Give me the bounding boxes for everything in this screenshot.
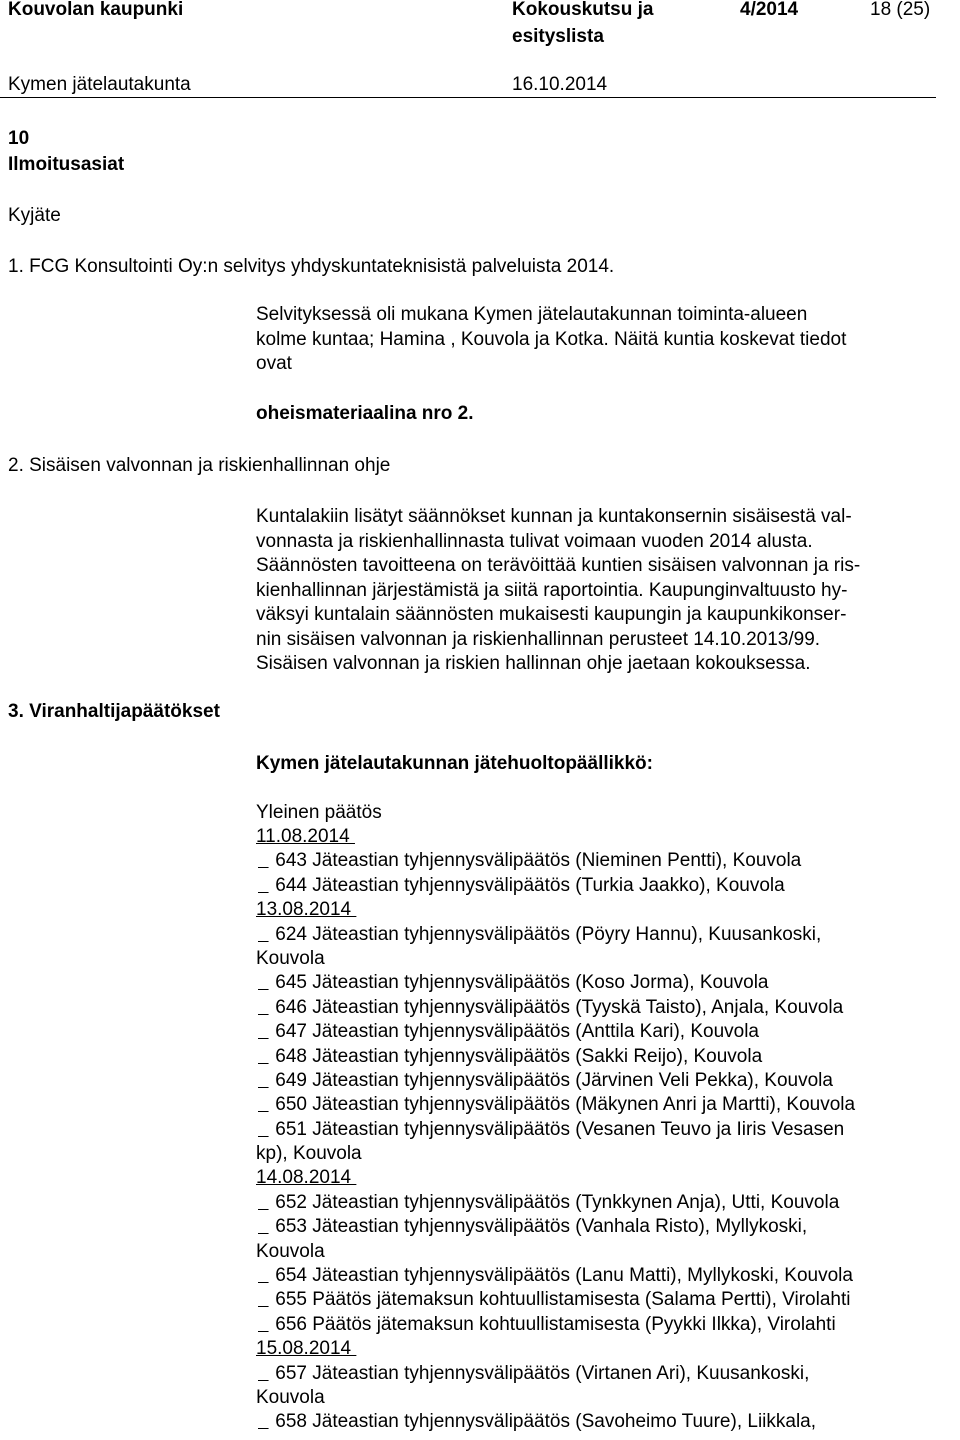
decision-item [256,1020,855,1044]
decision-underline-marker [258,1362,270,1386]
decision-date-text: 11.08.2014 [256,826,355,847]
decision-item [256,996,855,1020]
decision-item [256,1045,855,1069]
decision-date [256,1166,855,1190]
item2-line: vonnasta ja riskienhallinnasta tulivat voimaan vuoden 2014 alusta. [256,530,813,552]
header-doc-type-line2: esityslista [512,26,604,47]
decision-date-text: 13.08.2014 [256,899,357,921]
section-title: Ilmoitusasiat [8,154,125,175]
decision-item-text: 649 Jäteastian tyhjennysvälipäätös (Järvinen Veli Pekka), Kouvola [270,1069,833,1091]
decision-item [256,1069,855,1093]
header-committee: Kymen jätelautakunta [8,74,191,95]
decision-item [256,1215,855,1239]
decision-item-text: 654 Jäteastian tyhjennysvälipäätös (Lanu Matti), Myllykoski, Kouvola [270,1265,853,1287]
decision-underline-marker [258,1020,270,1044]
decision-item-text: 651 Jäteastian tyhjennysvälipäätös (Vesanen Teuvo ja Iiris Vesasen [270,1118,845,1140]
header-meeting-number: 4/2014 [740,0,799,20]
decision-item [256,1093,855,1117]
header-doc-type-line1: Kokouskutsu ja [512,0,654,20]
decision-item [256,1362,855,1386]
item2-line: nin sisäisen valvonnan ja riskienhallinnan perusteet 14.10.2013/99. [256,628,821,650]
decision-item-text: 652 Jäteastian tyhjennysvälipäätös (Tynkkynen Anja), Utti, Kouvola [270,1191,840,1213]
decision-underline-marker [258,971,270,995]
decision-continuation [256,1142,855,1166]
decision-continuation [256,1240,855,1264]
decision-item-text: 643 Jäteastian tyhjennysvälipäätös (Nieminen Pentti), Kouvola [270,850,802,872]
decision-item [256,1118,855,1142]
decision-continuation-text: Kouvola [256,947,325,969]
item1-heading: 1. FCG Konsultointi Oy:n selvitys yhdyskuntateknisistä palveluista 2014. [8,256,615,277]
item2-line: väksyi kuntalain säännösten mukaisesti kaupungin ja kaupunkikonser- [256,604,847,625]
decision-underline-marker [258,1191,270,1215]
decision-underline-marker [258,1093,270,1117]
decision-underline-marker [258,1288,270,1312]
header-date: 16.10.2014 [512,74,608,95]
decision-date [256,1337,855,1361]
decision-underline-marker [258,996,270,1020]
item3-official: Kymen jätelautakunnan jätehuoltopäällikkö: [256,753,653,774]
decision-item [256,1410,855,1434]
decision-item-text: 646 Jäteastian tyhjennysvälipäätös (Tyyskä Taisto), Anjala, Kouvola [270,996,844,1018]
decision-item-text: 655 Päätös jätemaksun kohtuullistamisesta (Salama Pertti), Virolahti [270,1289,851,1311]
decision-item [256,1191,855,1215]
decision-item-text: 644 Jäteastian tyhjennysvälipäätös (Turkia Jaakko), Kouvola [270,874,785,896]
decision-continuation-text: kp), Kouvola [256,1143,362,1165]
decision-underline-marker [258,874,270,898]
decision-underline-marker [258,849,270,873]
section-number: 10 [8,128,30,149]
decision-item [256,849,855,873]
header-org: Kouvolan kaupunki [8,0,184,20]
item2-text [256,505,936,677]
decision-continuation-text: Kouvola [256,1240,325,1262]
header-divider [0,97,936,98]
decision-underline-marker [258,1045,270,1069]
item2-heading: 2. Sisäisen valvonnan ja riskienhallinnan ohje [8,455,391,476]
item1-line: ovat [256,353,292,374]
decision-item-text: 647 Jäteastian tyhjennysvälipäätös (Anttila Kari), Kouvola [270,1021,759,1043]
decision-underline-marker [258,1215,270,1239]
decision-item-text: 650 Jäteastian tyhjennysvälipäätös (Mäkynen Anri ja Martti), Kouvola [270,1094,856,1116]
header-page-number: 18 (25) [870,0,931,20]
decision-underline-marker [258,1118,270,1142]
item2-line: Sisäisen valvonnan ja riskien hallinnan ohje jaetaan kokouksessa. [256,653,811,674]
item2-line: Kuntalakiin lisätyt säännökset kunnan ja kuntakonsernin sisäisestä val- [256,506,852,527]
decision-underline-marker [258,1069,270,1093]
decision-date-text: 15.08.2014 [256,1338,357,1360]
decision-item [256,923,855,947]
decision-item-text: 624 Jäteastian tyhjennysvälipäätös (Pöyry Hannu), Kuusankoski, [270,923,822,945]
decision-item [256,971,855,995]
decision-underline-marker [258,1264,270,1288]
item2-line: Säännösten tavoitteena on terävöittää kuntien sisäisen valvonnan ja ris- [256,555,861,576]
decision-item [256,1264,855,1288]
item1-line: kolme kuntaa; Hamina , Kouvola ja Kotka. Näitä kuntia koskevat tiedot [256,328,847,350]
decision-underline-marker [258,1410,270,1434]
item3-general-decision: Yleinen päätös [256,802,382,823]
decision-continuation [256,1386,855,1410]
decisions-list [256,825,855,1435]
decision-item [256,1288,855,1312]
decision-item [256,1313,855,1337]
decision-item-text: 657 Jäteastian tyhjennysvälipäätös (Virtanen Ari), Kuusankoski, [270,1362,810,1384]
item1-line: Selvityksessä oli mukana Kymen jätelautakunnan toiminta-alueen [256,304,808,325]
section-subtitle: Kyjäte [8,205,61,226]
item3-heading: 3. Viranhaltijapäätökset [8,701,220,722]
decision-date [256,898,855,922]
decision-underline-marker [258,1313,270,1337]
decision-item-text: 656 Päätös jätemaksun kohtuullistamisesta (Pyykki Ilkka), Virolahti [270,1313,836,1335]
decision-item-text: 648 Jäteastian tyhjennysvälipäätös (Sakki Reijo), Kouvola [270,1045,763,1067]
decision-continuation [256,947,855,971]
item1-text [256,303,936,377]
item1-attachment: oheismateriaalina nro 2. [256,403,474,424]
decision-item-text: 645 Jäteastian tyhjennysvälipäätös (Koso Jorma), Kouvola [270,972,769,994]
decision-date-text: 14.08.2014 [256,1167,357,1189]
decision-continuation-text: Kouvola [256,1386,325,1408]
item2-line: kienhallinnan järjestämistä ja siitä raportointia. Kaupunginvaltuusto hy- [256,579,848,601]
decision-date [256,825,855,849]
decision-item [256,874,855,898]
decision-underline-marker [258,923,270,947]
decision-item-text: 653 Jäteastian tyhjennysvälipäätös (Vanhala Risto), Myllykoski, [270,1216,808,1238]
decision-item-text: 658 Jäteastian tyhjennysvälipäätös (Savoheimo Tuure), Liikkala, [270,1411,817,1433]
